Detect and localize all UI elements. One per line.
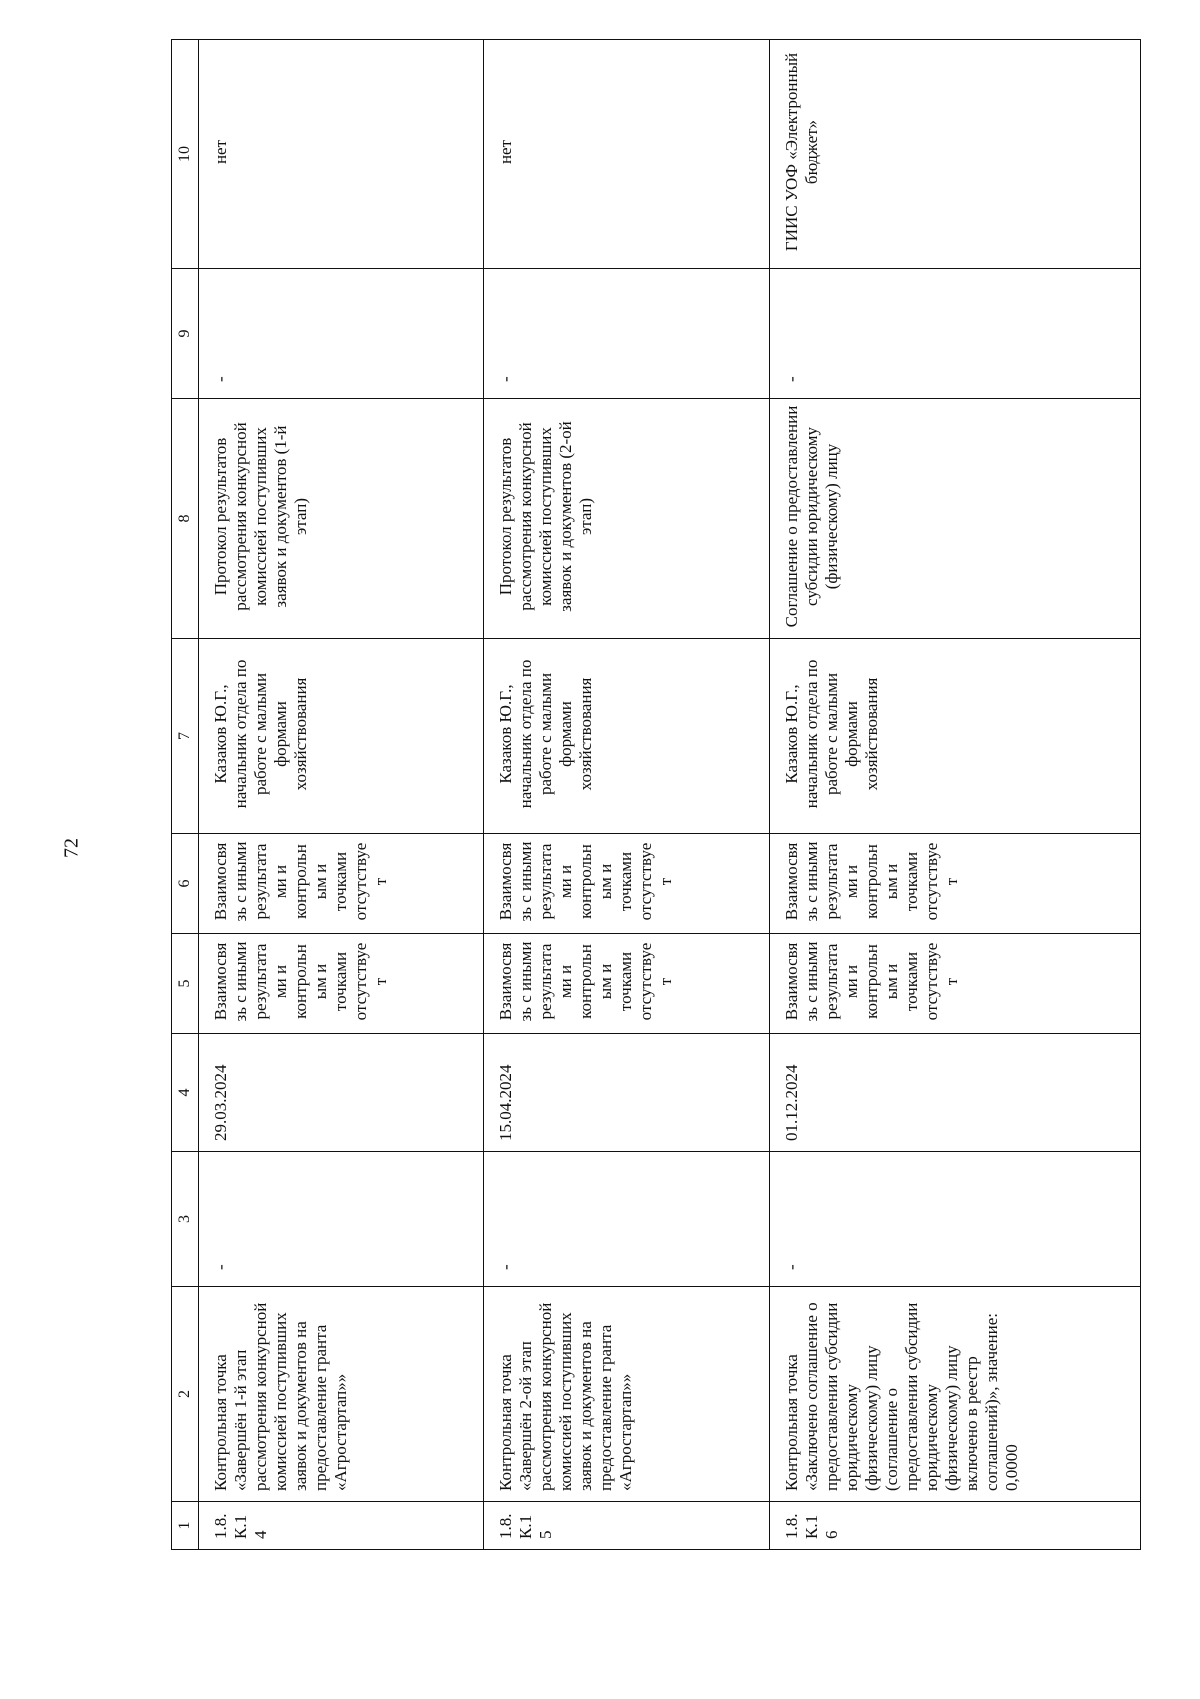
header-col-7: 7 bbox=[172, 639, 199, 834]
row-responsible: Казаков Ю.Г., начальник отдела по работе с малыми формами хозяйствования bbox=[769, 639, 1140, 834]
header-col-10: 10 bbox=[172, 40, 199, 269]
row-name: Контрольная точка «Завершён 2-ой этап рассмотрения конкурсной комиссией поступивших заявок и документов на предоставление гранта «Агростартап»» bbox=[484, 1287, 769, 1502]
header-col-1: 1 bbox=[172, 1502, 199, 1550]
row-col9: - bbox=[199, 269, 484, 399]
row-col3: - bbox=[484, 1152, 769, 1287]
header-col-8: 8 bbox=[172, 399, 199, 639]
row-id: 1.8. К.15 bbox=[484, 1502, 769, 1550]
header-col-6: 6 bbox=[172, 834, 199, 934]
rotated-table bbox=[171, 40, 1141, 1550]
row-col3: - bbox=[769, 1152, 1140, 1287]
row-document: Протокол результатов рассмотрения конкурсной комиссией поступивших заявок и документов (1-й этап) bbox=[199, 399, 484, 639]
header-col-5: 5 bbox=[172, 934, 199, 1034]
row-id: 1.8. К.14 bbox=[199, 1502, 484, 1550]
row-document: Протокол результатов рассмотрения конкурсной комиссией поступивших заявок и документов (2-ой этап) bbox=[484, 399, 769, 639]
row-document: Соглашение о предоставлении субсидии юридическому (физическому) лицу bbox=[769, 399, 1140, 639]
row-system: нет bbox=[199, 40, 484, 269]
row-date: 01.12.2024 bbox=[769, 1034, 1140, 1152]
row-col3: - bbox=[199, 1152, 484, 1287]
row-date: 15.04.2024 bbox=[484, 1034, 769, 1152]
header-col-2: 2 bbox=[172, 1287, 199, 1502]
row-prev-links: Взаимосвязь с иными результатами и контрольным и точками отсутствует bbox=[769, 934, 1140, 1034]
control-points-table bbox=[171, 39, 1141, 1550]
header-col-3: 3 bbox=[172, 1152, 199, 1287]
row-col9: - bbox=[484, 269, 769, 399]
row-name: Контрольная точка «Заключено соглашение о предоставлении субсидии юридическому (физическому) лицу (соглашение о предоставлении субсидии юридическому (физическому) лицу включено в реестр соглашений)», значение: 0,0000 bbox=[769, 1287, 1140, 1502]
row-next-links: Взаимосвязь с иными результатами и контрольным и точками отсутствует bbox=[199, 834, 484, 934]
row-prev-links: Взаимосвязь с иными результатами и контрольным и точками отсутствует bbox=[484, 934, 769, 1034]
row-responsible: Казаков Ю.Г., начальник отдела по работе с малыми формами хозяйствования bbox=[199, 639, 484, 834]
table-row bbox=[484, 40, 769, 1550]
header-col-4: 4 bbox=[172, 1034, 199, 1152]
page-number: 72 bbox=[60, 838, 83, 858]
row-date: 29.03.2024 bbox=[199, 1034, 484, 1152]
row-next-links: Взаимосвязь с иными результатами и контрольным и точками отсутствует bbox=[484, 834, 769, 934]
table-container bbox=[171, 40, 1141, 1550]
row-prev-links: Взаимосвязь с иными результатами и контрольным и точками отсутствует bbox=[199, 934, 484, 1034]
row-col9: - bbox=[769, 269, 1140, 399]
header-col-9: 9 bbox=[172, 269, 199, 399]
row-id: 1.8. К.16 bbox=[769, 1502, 1140, 1550]
row-next-links: Взаимосвязь с иными результатами и контрольным и точками отсутствует bbox=[769, 834, 1140, 934]
row-system: нет bbox=[484, 40, 769, 269]
header-row bbox=[172, 40, 199, 1550]
row-system: ГИИС УОФ «Электронный бюджет» bbox=[769, 40, 1140, 269]
row-responsible: Казаков Ю.Г., начальник отдела по работе с малыми формами хозяйствования bbox=[484, 639, 769, 834]
row-name: Контрольная точка «Завершён 1-й этап рассмотрения конкурсной комиссией поступивших заявок и документов на предоставление гранта «Агростартап»» bbox=[199, 1287, 484, 1502]
table-row bbox=[769, 40, 1140, 1550]
table-row bbox=[199, 40, 484, 1550]
